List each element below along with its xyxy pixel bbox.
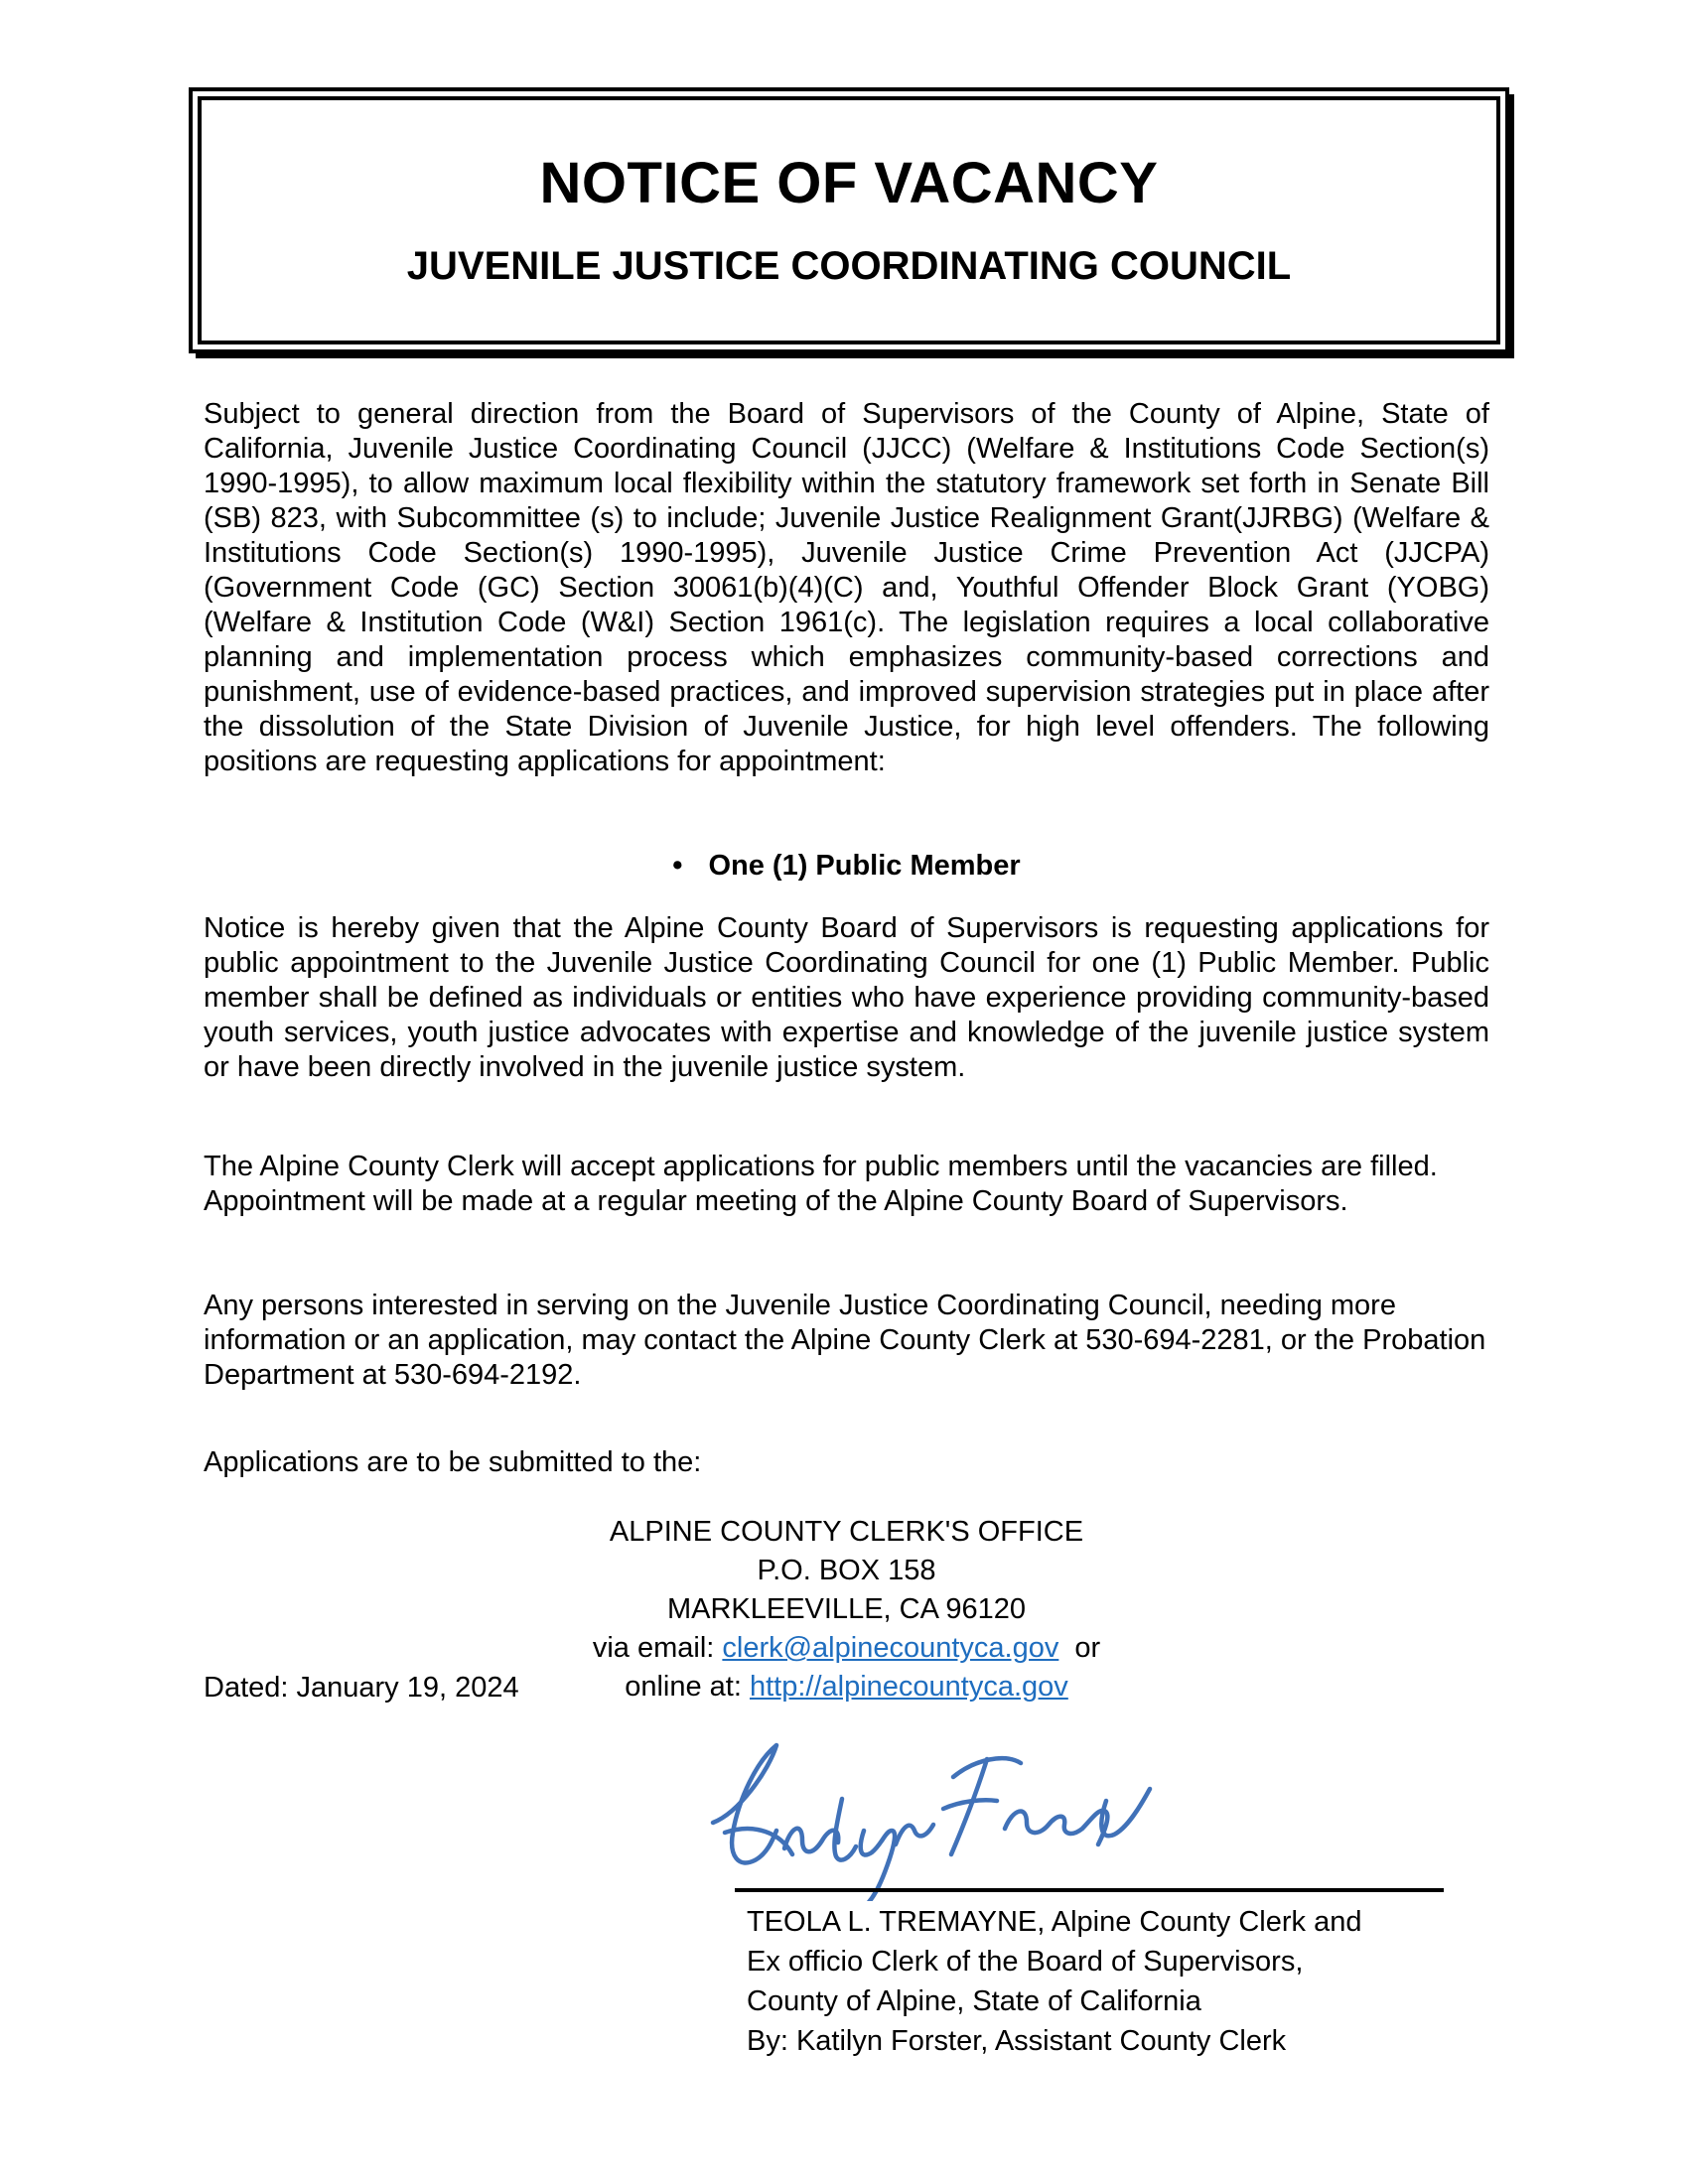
signature-text-block [747, 1902, 1361, 2061]
email-link[interactable]: clerk@alpinecountyca.gov [722, 1632, 1059, 1664]
signature-line [735, 1888, 1444, 1892]
bullet-icon: • [672, 850, 683, 882]
notice-header-box-inner [198, 96, 1500, 344]
paragraph-notice: Notice is hereby given that the Alpine County Board of Supervisors is requesting applications for public appointment to the Juvenile Justice Coordinating Council for one (1) Public Member. Public member shall be defined as individuals or entities who have experience providing community-based youth services, youth justice advocates with expertise and knowledge of the juvenile justice system or have been directly involved in the juvenile justice system. [204, 912, 1489, 1083]
signer-exofficio-line: Ex officio Clerk of the Board of Supervisors, [747, 1946, 1304, 1978]
document-subtitle: JUVENILE JUSTICE COORDINATING COUNCIL [406, 244, 1292, 288]
paragraph-contact-info: Any persons interested in serving on the Juvenile Justice Coordinating Council, needing more information or an application, may contact the Alpine County Clerk at 530-694-2281, or the Probation Department at 530-694-2192. [204, 1290, 1486, 1391]
paragraph-clerk-accept: The Alpine County Clerk will accept applications for public members until the vacancies are filled. Appointment will be made at a regular meeting of the Alpine County Board of Supervisors. [204, 1151, 1438, 1217]
signature-katilyn-forster-image [693, 1727, 1160, 1901]
address-office-line: ALPINE COUNTY CLERK'S OFFICE [609, 1516, 1084, 1548]
paragraph-intro: Subject to general direction from the Board of Supervisors of the County of Alpine, State of California, Juvenile Justice Coordinating Council (JJCC) (Welfare & Institutions Code Section(s) 1990-1995), to allow maximum local flexibility within the statutory framework set forth in Senate Bill (SB) 823, with Subcommittee (s) to include; Juvenile Justice Realignment Grant(JJRBG) (Welfare & Institutions Code Section(s) 1990-1995), Juvenile Justice Crime Prevention Act (JJCPA) (Government Code (GC) Section 30061(b)(4)(C) and, Youthful Offender Block Grant (YOBG) (Welfare & Institution Code (W&I) Section 1961(c). The legislation requires a local collaborative planning and implementation process which emphasizes community-based corrections and punishment, use of evidence-based practices, and improved supervision strategies put in place after the dissolution of the State Division of Juvenile Justice, for high level offenders. The following positions are requesting applications for appointment: [204, 398, 1489, 777]
website-link[interactable]: http://alpinecountyca.gov [749, 1671, 1068, 1703]
document-title: NOTICE OF VACANCY [539, 151, 1159, 215]
signer-county-line: County of Alpine, State of California [747, 1985, 1201, 2017]
bullet-item-label: One (1) Public Member [708, 850, 1021, 882]
email-suffix-label: or [1074, 1632, 1101, 1664]
dated-line: Dated: January 19, 2024 [204, 1672, 519, 1704]
email-prefix-label: via email: [592, 1632, 723, 1664]
paragraph-submit-intro: Applications are to be submitted to the: [204, 1446, 702, 1478]
signer-name-title-line: TEOLA L. TREMAYNE, Alpine County Clerk and [747, 1906, 1362, 1938]
online-prefix-label: online at: [625, 1671, 750, 1703]
bullet-item-public-member [204, 850, 1489, 883]
address-city-line: MARKLEEVILLE, CA 96120 [666, 1593, 1027, 1625]
signer-by-line: By: Katilyn Forster, Assistant County Clerk [747, 2025, 1287, 2057]
address-pobox-line: P.O. BOX 158 [757, 1555, 936, 1586]
notice-header-box [189, 87, 1509, 353]
address-email-line [204, 1629, 1489, 1668]
